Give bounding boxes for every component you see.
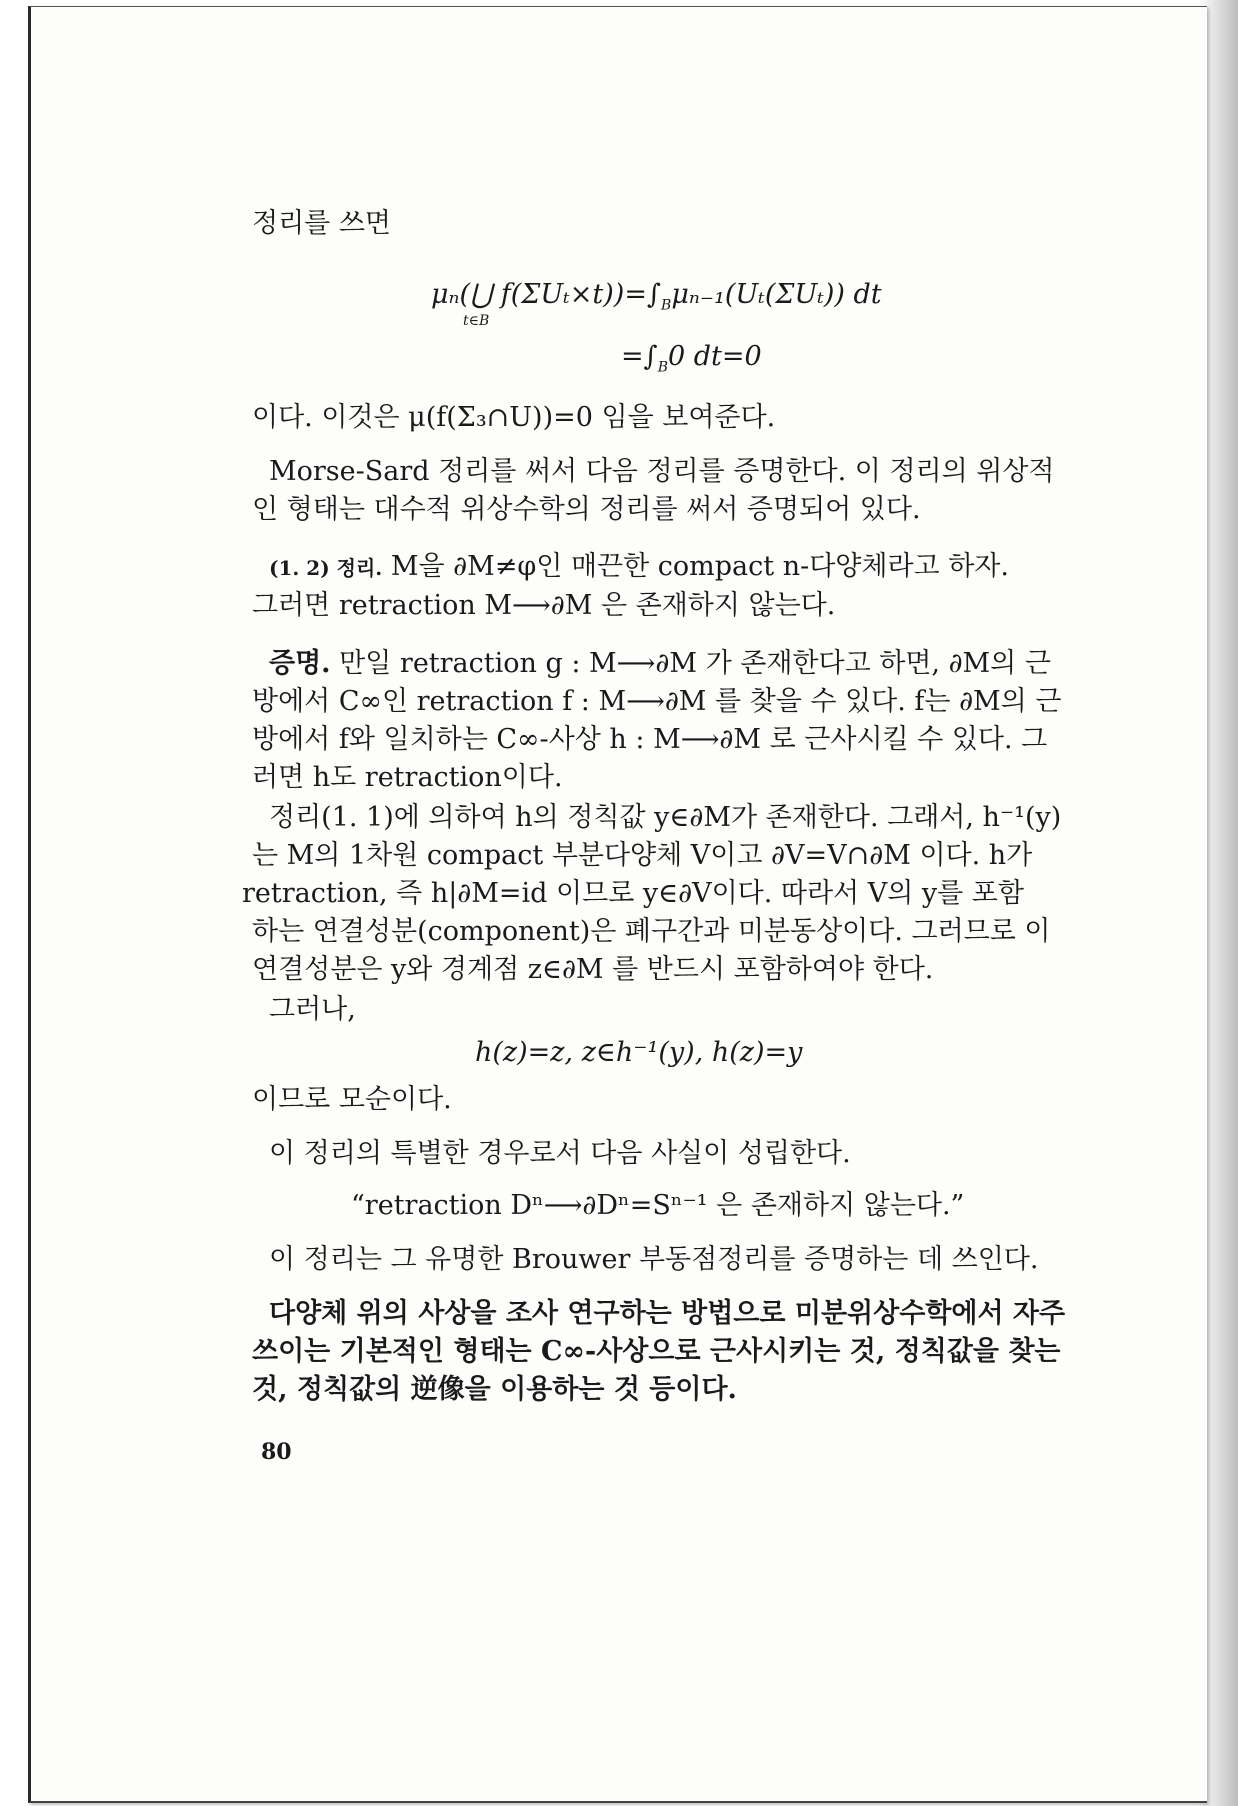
theorem-line [269,550,1009,585]
text-line: 정리를 쓰면 [252,208,391,239]
text-line: 하는 연결성분(component)은 폐구간과 미분동상이다. 그러므로 이 [252,916,1051,947]
eq1-lhs: μₙ(⋃ f(Σ [431,279,541,310]
text-line: 러면 h도 retraction이다. [252,762,563,793]
text-line: 이 정리는 그 유명한 Brouwer 부동점정리를 증명하는 데 쓰인다. [269,1244,1039,1275]
text-line: 그러면 retraction M⟶∂M 은 존재하지 않는다. [252,590,836,621]
text-line: 방에서 C∞인 retraction f : M⟶∂M 를 찾을 수 있다. f는 ∂M의 근 [252,686,1062,717]
book-page [28,6,1207,1803]
text-line: 이다. 이것은 μ(f(Σ₃∩U))=0 임을 보여준다. [252,402,776,433]
text-line: 그러나, [269,994,356,1025]
text-line: 다양체 위의 사상을 조사 연구하는 방법으로 미분위상수학에서 자주 [269,1298,1066,1329]
text-line: 인 형태는 대수적 위상수학의 정리를 써서 증명되어 있다. [252,494,921,525]
text-line: 이 정리의 특별한 경우로서 다음 사실이 성립한다. [269,1138,851,1169]
eq1-union-sub: t∈B [463,313,490,329]
equation-1 [431,279,882,313]
eq2-rhs: 0 dt=0 [668,341,762,372]
eq1-int-sub: B [661,297,672,314]
eq2-lhs: =∫ [621,341,658,372]
theorem-text: M을 ∂M≠φ인 매끈한 compact n-다양체라고 하자. [390,551,1009,582]
page-number: 80 [261,1439,292,1465]
text-line: 는 M의 1차원 compact 부분다양체 V이고 ∂V=V∩∂M 이다. h가 [252,840,1033,871]
theorem-label: (1. 2) 정리. [269,556,383,580]
eq1-mid: Uₜ×t))=∫ [540,279,662,310]
text-line: 연결성분은 y와 경계점 z∈∂M 를 반드시 포함하여야 한다. [252,954,934,985]
text-line: 정리(1. 1)에 의하여 h의 정칙값 y∈∂M가 존재한다. 그래서, h⁻¹(y) [269,802,1062,833]
text-line: 것, 정칙값의 逆像을 이용하는 것 등이다. [252,1374,737,1405]
eq2-int-sub: B [657,359,668,376]
proof-label: 증명. [269,648,331,679]
equation-2 [621,341,762,375]
proof-line [269,647,1051,681]
equation-3: h(z)=z, z∈h⁻¹(y), h(z)=y [475,1037,803,1068]
proof-text: 만일 retraction g : M⟶∂M 가 존재한다고 하면, ∂M의 근 [339,648,1051,679]
text-line: 방에서 f와 일치하는 C∞-사상 h : M⟶∂M 로 근사시킬 수 있다. 그 [252,724,1048,755]
eq1-rhs: μₙ₋₁(Uₜ(ΣUₜ)) dt [671,279,882,310]
text-line: 쓰이는 기본적인 형태는 C∞-사상으로 근사시키는 것, 정칙값을 찾는 [252,1336,1061,1367]
text-line: retraction, 즉 h|∂M=id 이므로 y∈∂V이다. 따라서 V의 y를 포함 [242,878,1024,909]
text-line: 이므로 모순이다. [252,1084,452,1115]
text-line: Morse-Sard 정리를 써서 다음 정리를 증명한다. 이 정리의 위상적 [269,456,1055,487]
quote-line: “retraction Dⁿ⟶∂Dⁿ=Sⁿ⁻¹ 은 존재하지 않는다.” [351,1190,965,1221]
